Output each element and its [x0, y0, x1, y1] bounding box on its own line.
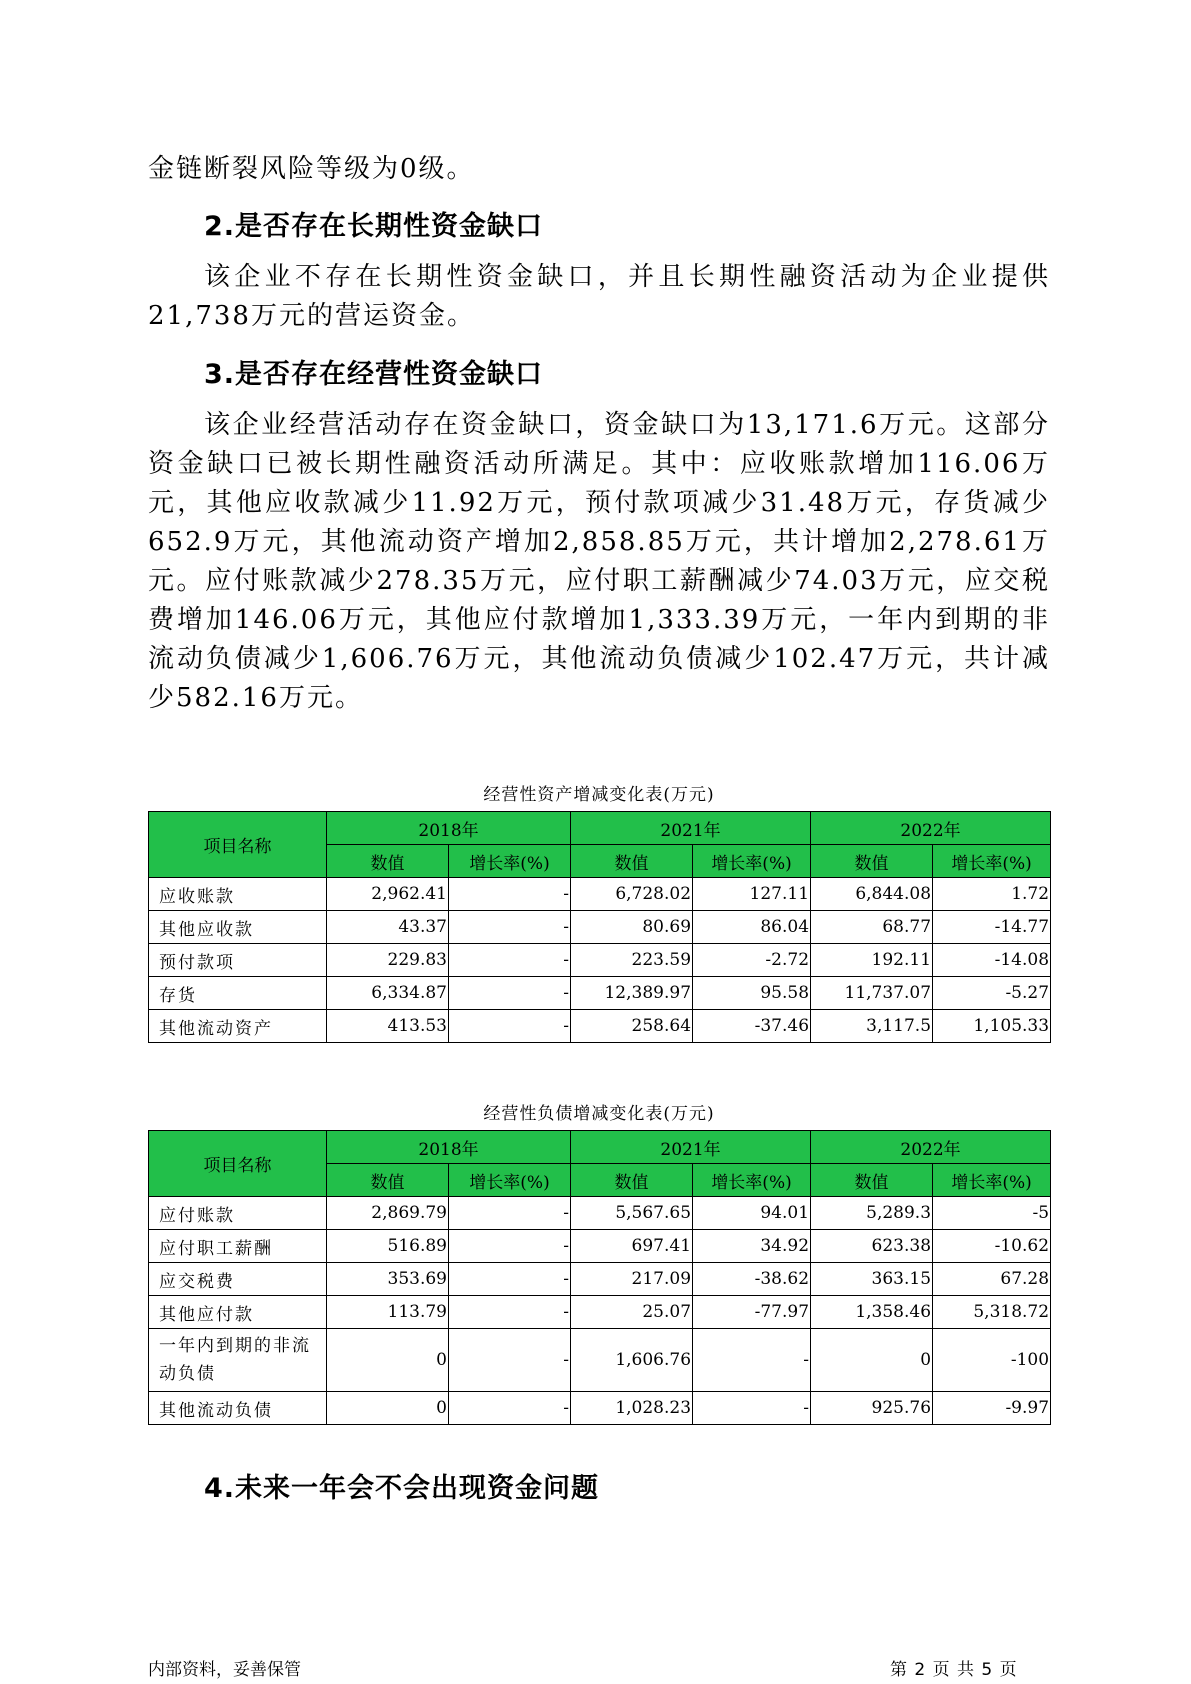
header-2021: 2021年 [571, 812, 811, 845]
asset-table-block [148, 780, 1050, 1043]
cell-rate: - [449, 1329, 571, 1392]
cell-value: 0 [327, 1329, 449, 1392]
cell-value: 2,962.41 [327, 878, 449, 911]
cell-rate: -100 [933, 1329, 1051, 1392]
cell-value: 5,289.3 [811, 1197, 933, 1230]
table-row [149, 1296, 1051, 1329]
cell-value: 6,728.02 [571, 878, 693, 911]
cell-value: 6,844.08 [811, 878, 933, 911]
cell-value: 353.69 [327, 1263, 449, 1296]
cell-value: 229.83 [327, 944, 449, 977]
section-heading-3: 3.是否存在经营性资金缺口 [204, 359, 544, 390]
cell-rate: - [449, 1010, 571, 1043]
header-2018: 2018年 [327, 1131, 571, 1164]
cell-rate: 94.01 [693, 1197, 811, 1230]
cell-value: 68.77 [811, 911, 933, 944]
header-rate: 增长率(%) [933, 1164, 1051, 1197]
cell-value: 697.41 [571, 1230, 693, 1263]
cell-rate: - [449, 977, 571, 1010]
cell-value: 113.79 [327, 1296, 449, 1329]
cell-rate: - [449, 1392, 571, 1425]
cell-value: 0 [327, 1392, 449, 1425]
cell-value: 223.59 [571, 944, 693, 977]
table-row [149, 1392, 1051, 1425]
cell-value: 12,389.97 [571, 977, 693, 1010]
header-2022: 2022年 [811, 1131, 1051, 1164]
cell-value: 192.11 [811, 944, 933, 977]
cell-rate: 34.92 [693, 1230, 811, 1263]
footer-confidential-note: 内部资料，妥善保管 [148, 1660, 301, 1680]
cell-rate: 95.58 [693, 977, 811, 1010]
cell-rate: 5,318.72 [933, 1296, 1051, 1329]
table-row [149, 977, 1051, 1010]
row-name: 应付职工薪酬 [149, 1230, 327, 1263]
cell-rate: - [449, 1296, 571, 1329]
row-name: 预付款项 [149, 944, 327, 977]
header-item-name: 项目名称 [149, 812, 327, 878]
header-rate: 增长率(%) [449, 845, 571, 878]
header-rate: 增长率(%) [449, 1164, 571, 1197]
asset-table [148, 811, 1051, 1043]
cell-rate: -5 [933, 1197, 1051, 1230]
header-value: 数值 [327, 845, 449, 878]
paragraph-long-term-gap: 该企业不存在长期性资金缺口，并且长期性融资活动为企业提供21,738万元的营运资金。 [148, 262, 1050, 331]
row-name: 应收账款 [149, 878, 327, 911]
cell-value: 623.38 [811, 1230, 933, 1263]
footer-page-number: 第 2 页 共 5 页 [890, 1660, 1018, 1680]
header-rate: 增长率(%) [933, 845, 1051, 878]
cell-value: 25.07 [571, 1296, 693, 1329]
cell-value: 1,028.23 [571, 1392, 693, 1425]
header-value: 数值 [811, 1164, 933, 1197]
table-row [149, 878, 1051, 911]
cell-value: 413.53 [327, 1010, 449, 1043]
table-row [149, 944, 1051, 977]
header-rate: 增长率(%) [693, 845, 811, 878]
cell-value: 1,606.76 [571, 1329, 693, 1392]
paragraph-operating-gap: 该企业经营活动存在资金缺口，资金缺口为13,171.6万元。这部分资金缺口已被长期性融资活动所满足。其中：应收账款增加116.06万元，其他应收款减少11.92万元，预付款项减少31.48万元，存货减少652.9万元，其他流动资产增加2,858.85万元，共计增加2,278.61万元。应付账款减少278.35万元，应付职工薪酬减少74.03万元，应交税费增加146.06万元，其他应付款增加1,333.39万元，一年内到期的非流动负债减少1,606.76万元，其他流动负债减少102.47万元，共计减少582.16万元。 [148, 410, 1050, 713]
cell-rate: -10.62 [933, 1230, 1051, 1263]
header-2018: 2018年 [327, 812, 571, 845]
section-heading-2: 2.是否存在长期性资金缺口 [204, 211, 544, 242]
cell-rate: -38.62 [693, 1263, 811, 1296]
cell-value: 3,117.5 [811, 1010, 933, 1043]
row-name: 其他应收款 [149, 911, 327, 944]
cell-rate: - [449, 1197, 571, 1230]
asset-table-caption: 经营性资产增减变化表(万元) [483, 785, 715, 805]
header-value: 数值 [571, 1164, 693, 1197]
header-value: 数值 [811, 845, 933, 878]
row-name: 其他流动负债 [149, 1392, 327, 1425]
cell-rate: - [449, 1263, 571, 1296]
liability-table [148, 1130, 1051, 1425]
cell-rate: - [449, 944, 571, 977]
cell-rate: 86.04 [693, 911, 811, 944]
row-name: 存货 [149, 977, 327, 1010]
cell-value: 11,737.07 [811, 977, 933, 1010]
cell-value: 6,334.87 [327, 977, 449, 1010]
row-name: 应付账款 [149, 1197, 327, 1230]
cell-rate: -5.27 [933, 977, 1051, 1010]
cell-rate: - [693, 1329, 811, 1392]
cell-rate: -14.08 [933, 944, 1051, 977]
cell-rate: - [693, 1392, 811, 1425]
table-row [149, 1197, 1051, 1230]
cell-value: 363.15 [811, 1263, 933, 1296]
cell-rate: 127.11 [693, 878, 811, 911]
cell-value: 1,358.46 [811, 1296, 933, 1329]
cell-value: 258.64 [571, 1010, 693, 1043]
header-value: 数值 [327, 1164, 449, 1197]
row-name: 应交税费 [149, 1263, 327, 1296]
cell-rate: -14.77 [933, 911, 1051, 944]
cell-value: 5,567.65 [571, 1197, 693, 1230]
cell-rate: -37.46 [693, 1010, 811, 1043]
cell-value: 925.76 [811, 1392, 933, 1425]
paragraph-continuation: 金链断裂风险等级为0级。 [148, 154, 475, 184]
header-2022: 2022年 [811, 812, 1051, 845]
liability-table-block [148, 1099, 1050, 1425]
section-heading-4: 4.未来一年会不会出现资金问题 [204, 1473, 600, 1504]
row-name: 其他流动资产 [149, 1010, 327, 1043]
header-2021: 2021年 [571, 1131, 811, 1164]
cell-rate: -9.97 [933, 1392, 1051, 1425]
cell-rate: - [449, 1230, 571, 1263]
cell-value: 2,869.79 [327, 1197, 449, 1230]
header-rate: 增长率(%) [693, 1164, 811, 1197]
cell-rate: -77.97 [693, 1296, 811, 1329]
table-row [149, 1263, 1051, 1296]
cell-value: 516.89 [327, 1230, 449, 1263]
header-item-name: 项目名称 [149, 1131, 327, 1197]
table-row [149, 1329, 1051, 1392]
row-name: 一年内到期的非流动负债 [149, 1329, 327, 1392]
cell-value: 217.09 [571, 1263, 693, 1296]
liability-table-caption: 经营性负债增减变化表(万元) [483, 1104, 715, 1124]
table-row [149, 1230, 1051, 1263]
cell-rate: - [449, 911, 571, 944]
cell-value: 0 [811, 1329, 933, 1392]
cell-rate: 1,105.33 [933, 1010, 1051, 1043]
table-row [149, 911, 1051, 944]
cell-rate: -2.72 [693, 944, 811, 977]
cell-rate: 1.72 [933, 878, 1051, 911]
header-value: 数值 [571, 845, 693, 878]
cell-rate: 67.28 [933, 1263, 1051, 1296]
table-row [149, 1010, 1051, 1043]
cell-value: 43.37 [327, 911, 449, 944]
row-name: 其他应付款 [149, 1296, 327, 1329]
cell-rate: - [449, 878, 571, 911]
cell-value: 80.69 [571, 911, 693, 944]
